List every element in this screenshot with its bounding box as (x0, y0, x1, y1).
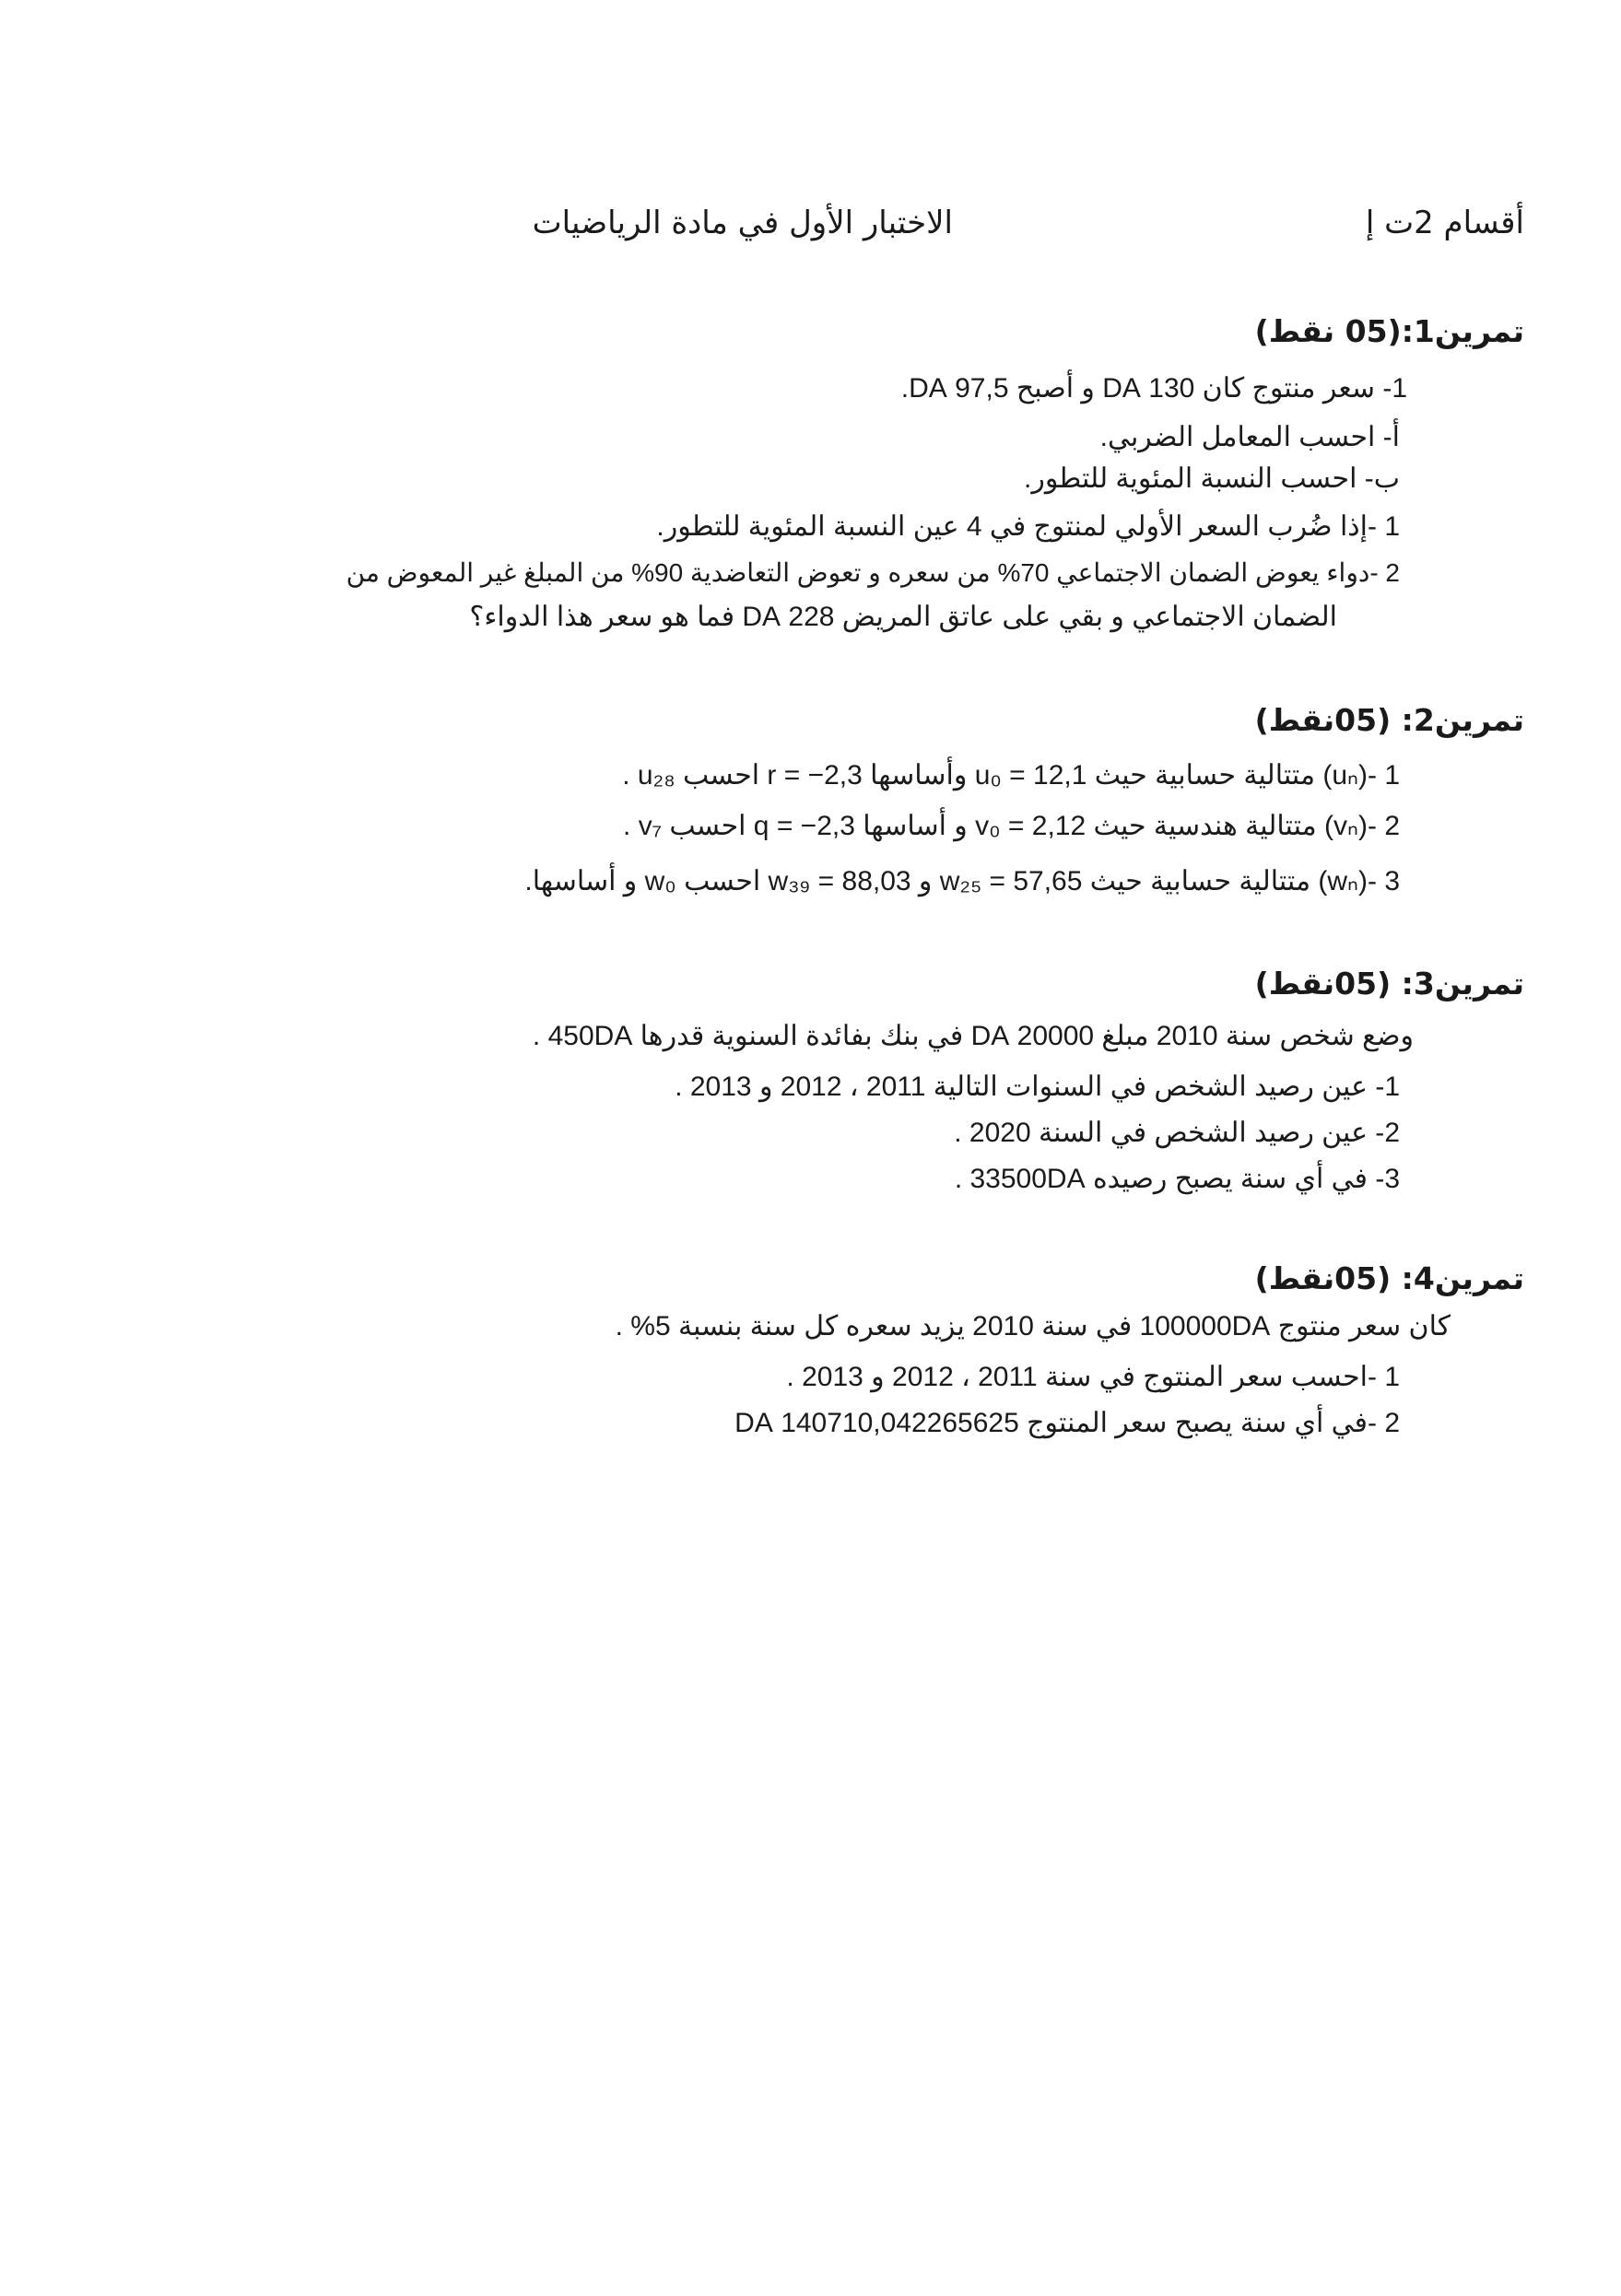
exercise-1-line-2: أ- احسب المعامل الضربي. (1099, 422, 1400, 452)
exercise-4-line-3: 2 -في أي سنة يصبح سعر المنتوج 140710,042265625 DA (734, 1408, 1400, 1438)
exercise-1-line-4: 1 -إذا ضُرب السعر الأولي لمنتوج في 4 عين النسبة المئوية للتطور. (656, 511, 1400, 542)
exercise-4-line-1: كان سعر منتوج 100000DA في سنة 2010 يزيد سعره كل سنة بنسبة 5% . (615, 1311, 1451, 1341)
exercise-3-line-4: 3- في أي سنة يصبح رصيده 33500DA . (954, 1164, 1400, 1194)
exercise-4-title: تمرين4: (05نقط) (1254, 1260, 1524, 1296)
exercise-2-line-2: 2 -(vₙ) متتالية هندسية حيث v₀ = 2,12 و أساسها q = −2,3 احسب v₇ . (623, 811, 1400, 841)
exercise-3-title: تمرين3: (05نقط) (1254, 966, 1524, 1002)
exercise-3-line-2: 1- عين رصيد الشخص في السنوات التالية 2011 ، 2012 و 2013 . (675, 1072, 1400, 1102)
exercise-1-line-3: ب- احسب النسبة المئوية للتطور. (1024, 463, 1400, 494)
exercise-3-line-1: وضع شخص سنة 2010 مبلغ 20000 DA في بنك بفائدة السنوية قدرها 450DA . (532, 1021, 1414, 1051)
exercise-3-line-3: 2- عين رصيد الشخص في السنة 2020 . (954, 1118, 1400, 1148)
exercise-1-title: تمرين1:(05 نقط) (1254, 313, 1524, 349)
exam-title: الاختبار الأول في مادة الرياضيات (532, 205, 953, 241)
exercise-1-line-6: الضمان الاجتماعي و بقي على عاتق المريض 228 DA فما هو سعر هذا الدواء؟ (469, 602, 1337, 632)
exercise-1-line-1: 1- سعر منتوج كان 130 DA و أصبح 97,5 DA. (900, 373, 1407, 404)
exercise-2-line-3: 3 -(wₙ) متتالية حسابية حيث w₂₅ = 57,65 و w₃₉ = 88,03 احسب w₀ و أساسها. (524, 866, 1400, 896)
exercise-4-line-2: 1 -احسب سعر المنتوج في سنة 2011 ، 2012 و 2013 . (786, 1362, 1400, 1392)
exercise-2-line-1: 1 -(uₙ) متتالية حسابية حيث u₀ = 12,1 وأساسها r = −2,3 احسب u₂₈ . (622, 760, 1400, 791)
class-label: أقسام 2ت إ (1365, 205, 1524, 241)
exercise-2-title: تمرين2: (05نقط) (1254, 702, 1524, 738)
exercise-1-line-5: 2 -دواء يعوض الضمان الاجتماعي 70% من سعره و تعوض التعاضدية 90% من المبلغ غير المعوض من (346, 558, 1400, 587)
